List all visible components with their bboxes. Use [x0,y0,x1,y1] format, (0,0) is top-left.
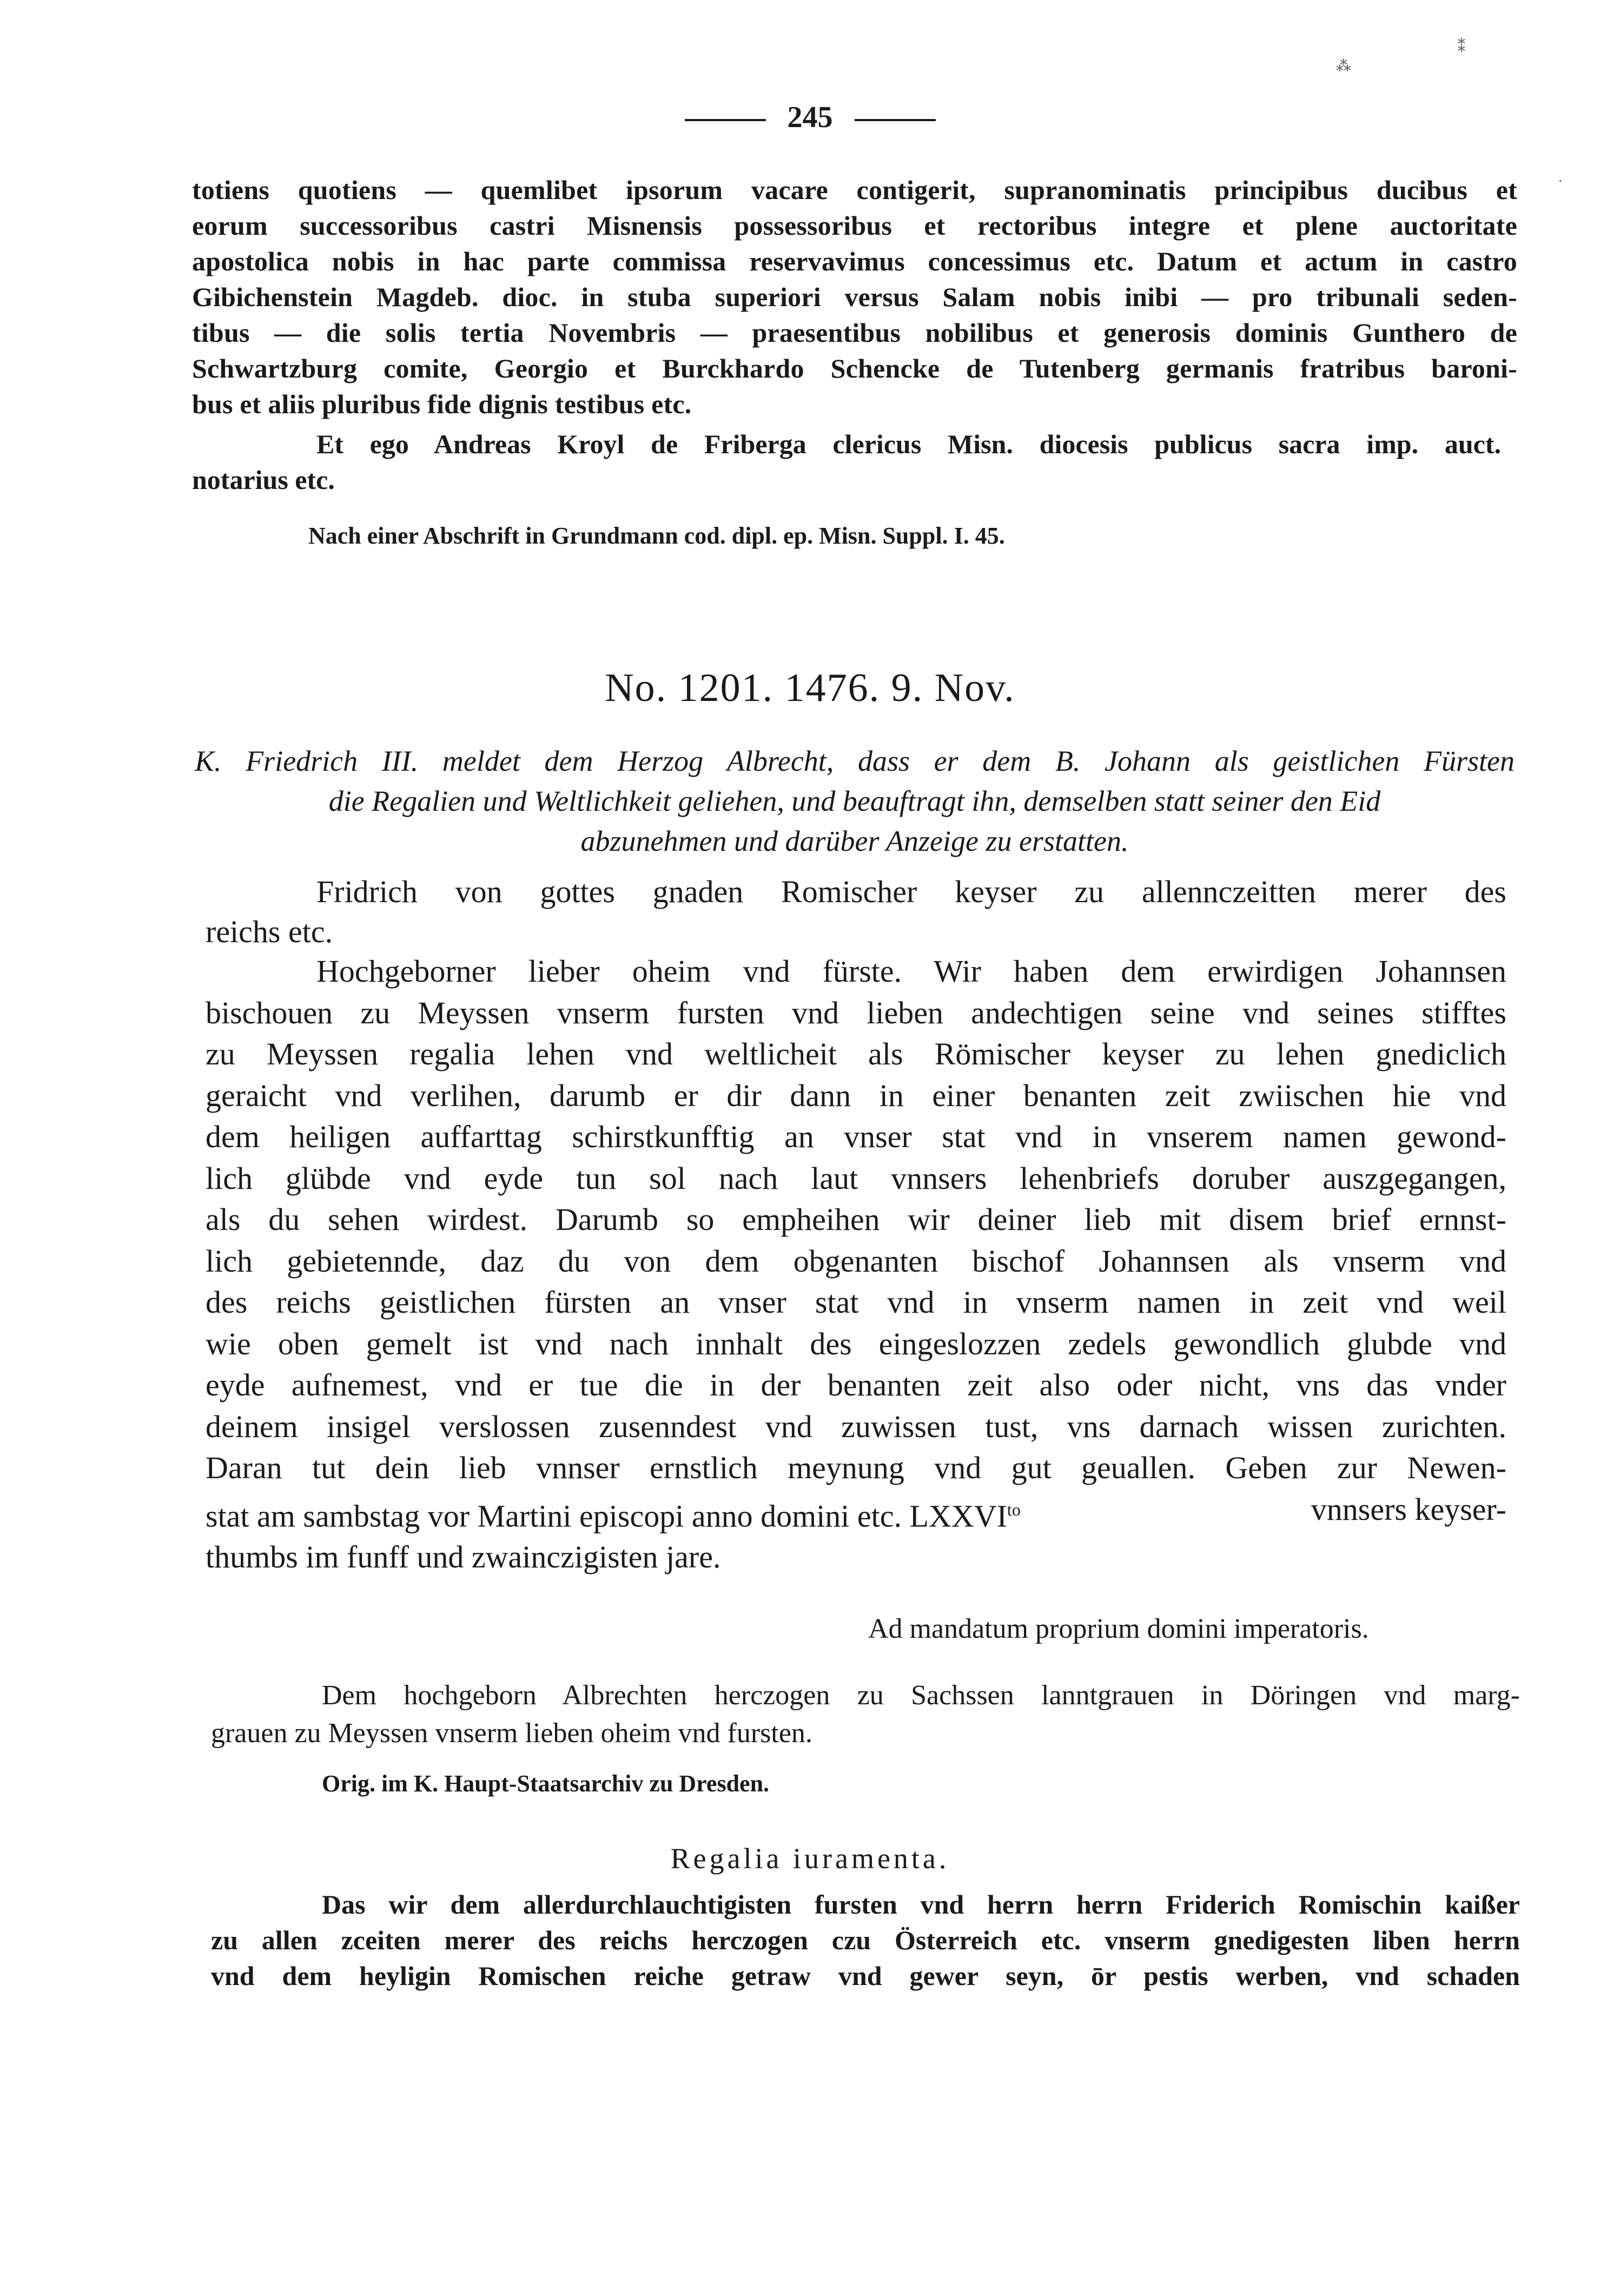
ink-speck: ⁂ [1336,58,1351,75]
text-line: apostolica nobis in hac parte commissa reservavimus concessimus etc. Datum et actum in castro [192,246,1517,276]
text-line: lich glübde vnd eyde tun sol nach laut vnnsers lehenbriefs doruber auszgegangen, [206,1160,1506,1196]
ink-speck: ⁑ [1458,39,1465,56]
source-note: Orig. im K. Haupt-Staatsarchiv zu Dresden. [322,1770,770,1797]
text-line: wie oben gemelt ist vnd nach innhalt des eingeslozzen zedels gewondlich glubde vnd [206,1326,1506,1361]
text-line: notarius etc. [192,465,335,495]
page-number-left-rule [685,119,766,121]
text-line: dem heiligen auffarttag schirstkunfftig an vnser stat vnd in vnserem namen gewond- [206,1119,1506,1154]
text-line: des reichs geistlichen fürsten an vnser stat vnd in vnserm namen in zeit vnd weil [206,1285,1506,1320]
section-heading: Regalia iuramenta. [670,1842,950,1875]
text-line: eyde aufnemest, vnd er tue die in der benanten zeit also oder nicht, vns das vnder [206,1367,1506,1402]
text-line [206,1489,1506,1537]
text-line: bus et aliis pluribus fide dignis testibus etc. [192,389,692,419]
notary-paragraph [192,426,1517,498]
text-line: lich gebietennde, daz du von dem obgenanten bischof Johannsen als vnserm vnd [206,1243,1506,1279]
line-part [206,1489,1021,1537]
text-line: deinem insigel verslossen zusenndest vnd zuwissen tust, vns darnach wissen zurichten. [206,1408,1506,1444]
superscript: to [1007,1499,1021,1519]
text-line: zu allen zceiten merer des reichs herczogen czu Österreich etc. vnserm gnedigesten liben herrn [211,1925,1520,1955]
text-line: K. Friedrich III. meldet dem Herzog Albrecht, dass er dem B. Johann als geistlichen Fürsten [195,745,1515,777]
letter-body [206,951,1506,1578]
line-segment: vnnsers keyser- [1311,1491,1506,1527]
text-line: abzunehmen und darüber Anzeige zu erstatten. [580,825,1129,857]
page-number: 245 [787,101,833,134]
address-block [211,1677,1520,1752]
text-line: grauen zu Meyssen vnserm lieben oheim vnd fursten. [211,1718,812,1749]
text-line: totiens quotiens — quemlibet ipsorum vacare contigerit, supranominatis principibus ducibus et [192,175,1517,205]
text-line: bischouen zu Meyssen vnserm fursten vnd lieben andechtigen seine vnd seines stifftes [206,995,1506,1030]
text-line: Fridrich von gottes gnaden Romischer keyser zu allennczeitten merer des [316,874,1506,909]
line-segment: stat am sambstag vor Martini episcopi anno domini etc. LXXVI [206,1498,1007,1533]
text-line: geraicht vnd verlihen, darumb er dir dann in einer benanten zeit zwiischen hie vnd [206,1077,1506,1113]
regalia-paragraph [211,1887,1520,1994]
source-note: Nach einer Abschrift in Grundmann cod. dipl. ep. Misn. Suppl. I. 45. [308,522,1005,549]
text-line: Schwartzburg comite, Georgio et Burckhardo Schencke de Tutenberg germanis fratribus baroni- [192,353,1517,383]
text-line: eorum successoribus castri Misnensis possessoribus et rectoribus integre et plene auctoritate [192,210,1517,241]
text-line: Dem hochgeborn Albrechten herczogen zu Sachssen lanntgrauen in Döringen vnd marg- [322,1680,1520,1711]
letter-intro [206,872,1506,952]
text-line: Daran tut dein lieb vnnser ernstlich meynung vnd gut geuallen. Geben zur Newen- [206,1450,1506,1485]
text-line: reichs etc. [206,914,333,949]
text-line: thumbs im funff und zwainczigisten jare. [206,1539,721,1575]
text-line: Gibichenstein Magdeb. dioc. in stuba superiori versus Salam nobis inibi — pro tribunali seden- [192,282,1517,312]
text-line: Hochgeborner lieber oheim vnd fürste. Wir haben dem erwirdigen Johannsen [316,954,1506,989]
text-line: tibus — die solis tertia Novembris — praesentibus nobilibus et generosis dominis Gunthero de [192,317,1517,348]
top-paragraph [192,172,1517,422]
text-line: Et ego Andreas Kroyl de Friberga clericus Misn. diocesis publicus sacra imp. auct. [316,429,1501,459]
text-line: als du sehen wirdest. Darumb so empheihen wir deiner lieb mit disem brief ernnst- [206,1202,1506,1237]
document-heading: No. 1201. 1476. 9. Nov. [605,666,1015,710]
page-number-right-rule [855,119,936,121]
mandatum-note: Ad mandatum proprium domini imperatoris. [868,1613,1369,1644]
text-line: vnd dem heyligin Romischen reiche getraw vnd gewer seyn, ōr pestis werben, vnd schaden [211,1961,1520,1991]
text-line: die Regalien und Weltlichkeit geliehen, und beauftragt ihn, demselben statt seiner den Eid [328,785,1381,817]
text-line: Das wir dem allerdurchlauchtigisten fursten vnd herrn herrn Friderich Romischin kaißer [322,1889,1520,1920]
text-line: zu Meyssen regalia lehen vnd weltlicheit als Römischer keyser zu lehen gnediclich [206,1036,1506,1071]
ink-speck: · [1558,173,1563,190]
page-number-header [0,100,1620,135]
regest-summary [195,741,1515,861]
